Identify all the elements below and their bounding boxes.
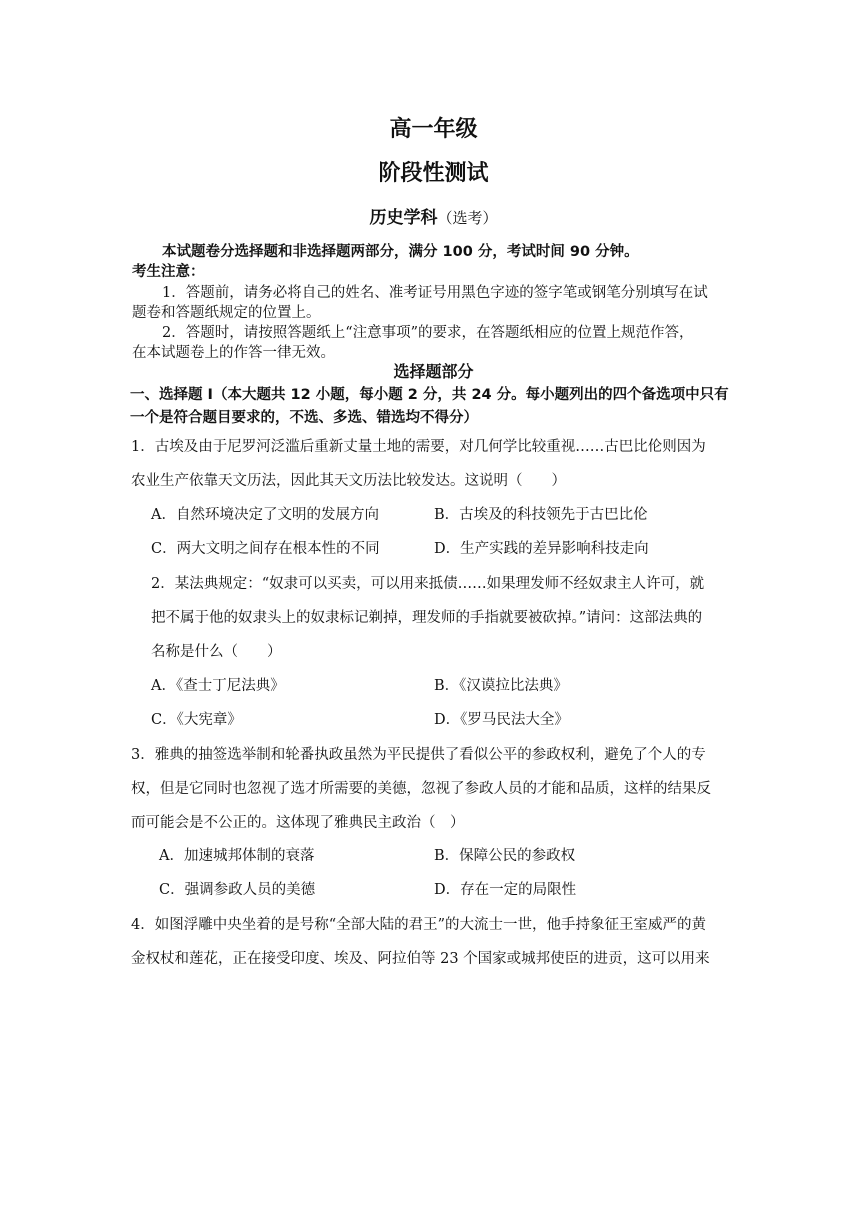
q2-option-b: B．《汉谟拉比法典》 (434, 678, 568, 694)
section-title: 选择题部分 (393, 362, 474, 381)
q3-stem-line2: 权，但是它同时也忽视了选才所需要的美德，忽视了参政人员的才能和品质，这样的结果反 (131, 781, 711, 797)
subject-title (0, 206, 867, 230)
q1-stem-line1: 1．古埃及由于尼罗河泛滥后重新丈量土地的需要，对几何学比较重视……古巴比伦则因为 (131, 439, 706, 455)
q3-option-d: D．存在一定的局限性 (434, 882, 577, 898)
q2-stem-line2: 把不属于他的奴隶头上的奴隶标记剃掉，理发师的手指就要被砍掉。”请问：这部法典的 (151, 610, 703, 626)
q3-option-b: B．保障公民的参政权 (434, 848, 576, 864)
subject-note: （选考） (437, 209, 498, 227)
section-instruction-line2: 一个是符合题目要求的，不选、多选、错选均不得分） (130, 410, 478, 426)
subject-name: 历史学科 (369, 208, 438, 228)
q2-stem-line1: 2．某法典规定：“奴隶可以买卖，可以用来抵债……如果理发师不经奴隶主人许可，就 (151, 576, 705, 592)
q3-option-a: A．加速城邦体制的衰落 (159, 848, 315, 864)
q4-stem-line1: 4．如图浮雕中央坐着的是号称“全部大陆的君王”的大流士一世，他手持象征王室威严的黄 (131, 917, 707, 933)
q1-option-c: C．两大文明之间存在根本性的不同 (151, 541, 380, 557)
q2-option-c: C．《大宪章》 (151, 712, 242, 728)
q3-stem-line1: 3．雅典的抽签选举制和轮番执政虽然为平民提供了看似公平的参政权利，避免了个人的专 (131, 747, 706, 763)
q2-option-a: A．《查士丁尼法典》 (151, 678, 285, 694)
section-instruction-line1: 一、选择题 I（本大题共 12 小题，每小题 2 分，共 24 分。每小题列出的四个备选项中只有 (130, 387, 729, 403)
q2-stem-line3: 名称是什么（ ） (151, 644, 282, 660)
note1-line2: 题卷和答题纸规定的位置上。 (132, 305, 321, 321)
q1-option-d: D．生产实践的差异影响科技走向 (434, 541, 649, 557)
grade-title: 高一年级 (389, 117, 478, 142)
q1-stem-line2: 农业生产依靠天文历法，因此其天文历法比较发达。这说明（ ） (131, 473, 566, 489)
q1-option-b: B．古埃及的科技领先于古巴比伦 (434, 507, 648, 523)
notice-title: 考生注意： (132, 264, 205, 280)
exam-title: 阶段性测试 (378, 161, 489, 186)
q3-stem-line3: 而可能会是不公正的。这体现了雅典民主政治（ ） (131, 815, 465, 831)
exam-summary: 本试题卷分选择题和非选择题两部分，满分 100 分，考试时间 90 分钟。 (162, 244, 639, 260)
q3-option-c: C．强调参政人员的美德 (159, 882, 316, 898)
note2-line2: 在本试题卷上的作答一律无效。 (132, 345, 335, 361)
q4-stem-line2: 金权杖和莲花，正在接受印度、埃及、阿拉伯等 23 个国家或城邦使臣的进贡，这可以用来 (131, 951, 710, 967)
q2-option-d: D．《罗马民法大全》 (434, 712, 569, 728)
q1-option-a: A．自然环境决定了文明的发展方向 (151, 507, 379, 523)
note1-line1: 1．答题前，请务必将自己的姓名、准考证号用黑色字迹的签字笔或钢笔分别填写在试 (162, 285, 708, 301)
note2-line1: 2．答题时，请按照答题纸上“注意事项”的要求，在答题纸相应的位置上规范作答， (162, 325, 694, 341)
